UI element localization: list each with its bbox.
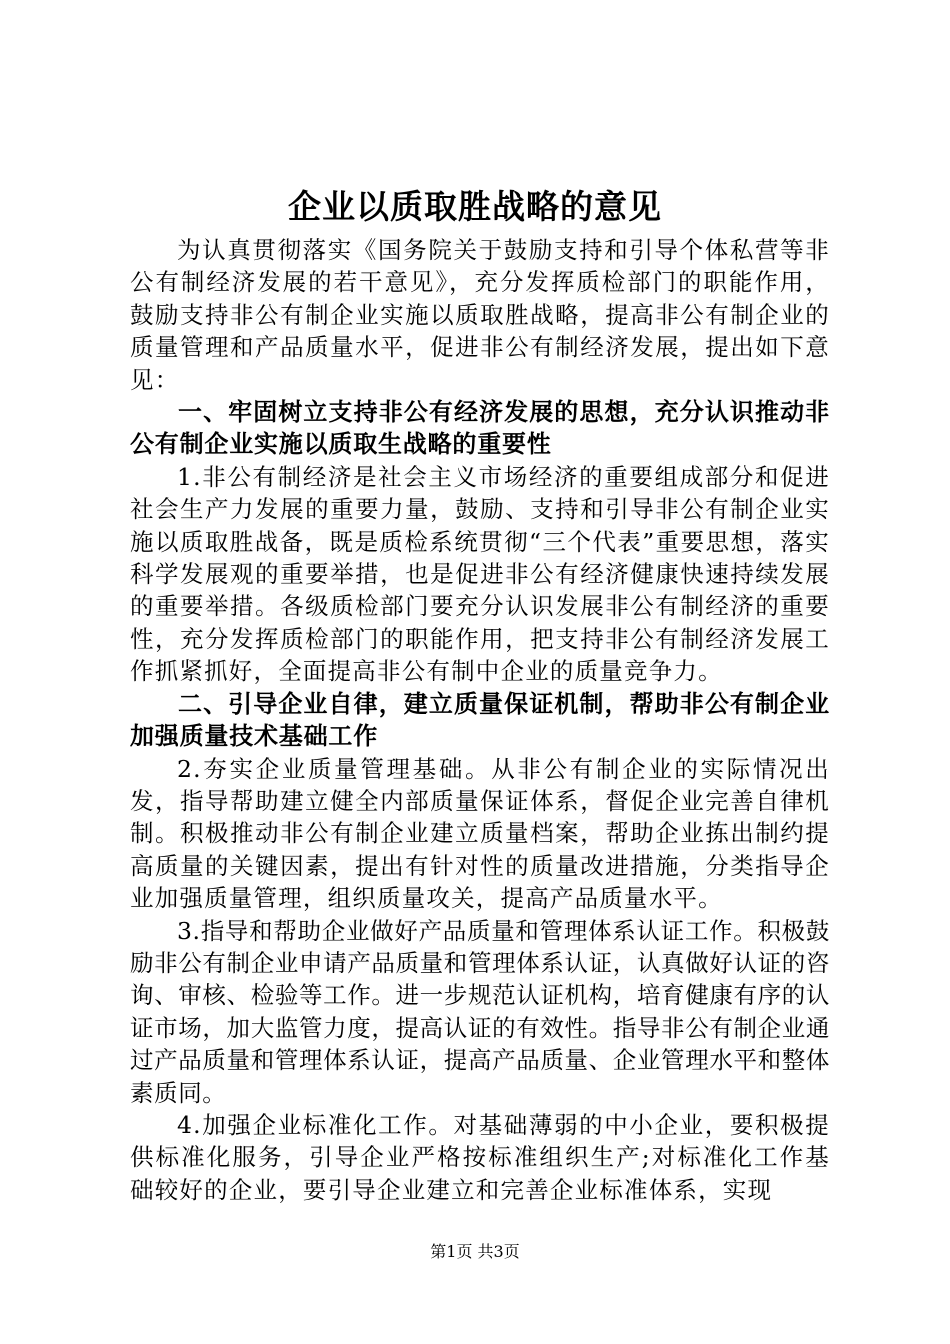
section-heading-2: 二、引导企业自律，建立质量保证机制，帮助非公有制企业加强质量技术基础工作: [130, 688, 830, 751]
paragraph-item-1: 1.非公有制经济是社会主义市场经济的重要组成部分和促进社会生产力发展的重要力量，鼓励、支持和引导非公有制企业实施以质取胜战备，既是质检系统贯彻“三个代表”重要思想，落实科学发展观的重要举措，也是促进非公有经济健康快速持续发展的重要举措。各级质检部门要充分认识发展非公有制经济的重要性，充分发挥质检部门的职能作用，把支持非公有制经济发展工作抓紧抓好，全面提高非公有制中企业的质量竞争力。: [130, 462, 830, 686]
paragraph-item-2: 2.夯实企业质量管理基础。从非公有制企业的实际情况出发，指导帮助建立健全内部质量保证体系，督促企业完善自律机制。积极推动非公有制企业建立质量档案，帮助企业拣出制约提高质量的关键因素，提出有针对性的质量改进措施，分类指导企业加强质量管理，组织质量攻关，提高产品质量水平。: [130, 754, 830, 913]
section-heading-1: 一、牢固树立支持非公有经济发展的思想，充分认识推动非公有制企业实施以质取生战略的重要性: [130, 397, 830, 459]
page-footer: 第1页 共3页: [430, 1242, 520, 1261]
paragraph-item-3: 3.指导和帮助企业做好产品质量和管理体系认证工作。积极鼓励非公有制企业申请产品质量和管理体系认证，认真做好认证的咨询、审核、检验等工作。进一步规范认证机构，培育健康有序的认证市场，加大监管力度，提高认证的有效性。指导非公有制企业通过产品质量和管理体系认证，提高产品质量、企业管理水平和整体素质同。: [130, 916, 830, 1107]
document-title: 企业以质取胜战略的意见: [288, 187, 662, 226]
intro-paragraph: 为认真贯彻落实《国务院关于鼓励支持和引导个体私营等非公有制经济发展的若干意见》，充分发挥质检部门的职能作用，鼓励支持非公有制企业实施以质取胜战略，提高非公有制企业的质量管理和产品质量水平，促进非公有制经济发展，提出如下意见：: [130, 236, 830, 394]
paragraph-item-4: 4.加强企业标准化工作。对基础薄弱的中小企业，要积极提供标准化服务，引导企业严格按标准组织生产;对标准化工作基础较好的企业，要引导企业建立和完善企业标准体系，实现: [130, 1110, 830, 1204]
document-body: [130, 234, 830, 1206]
